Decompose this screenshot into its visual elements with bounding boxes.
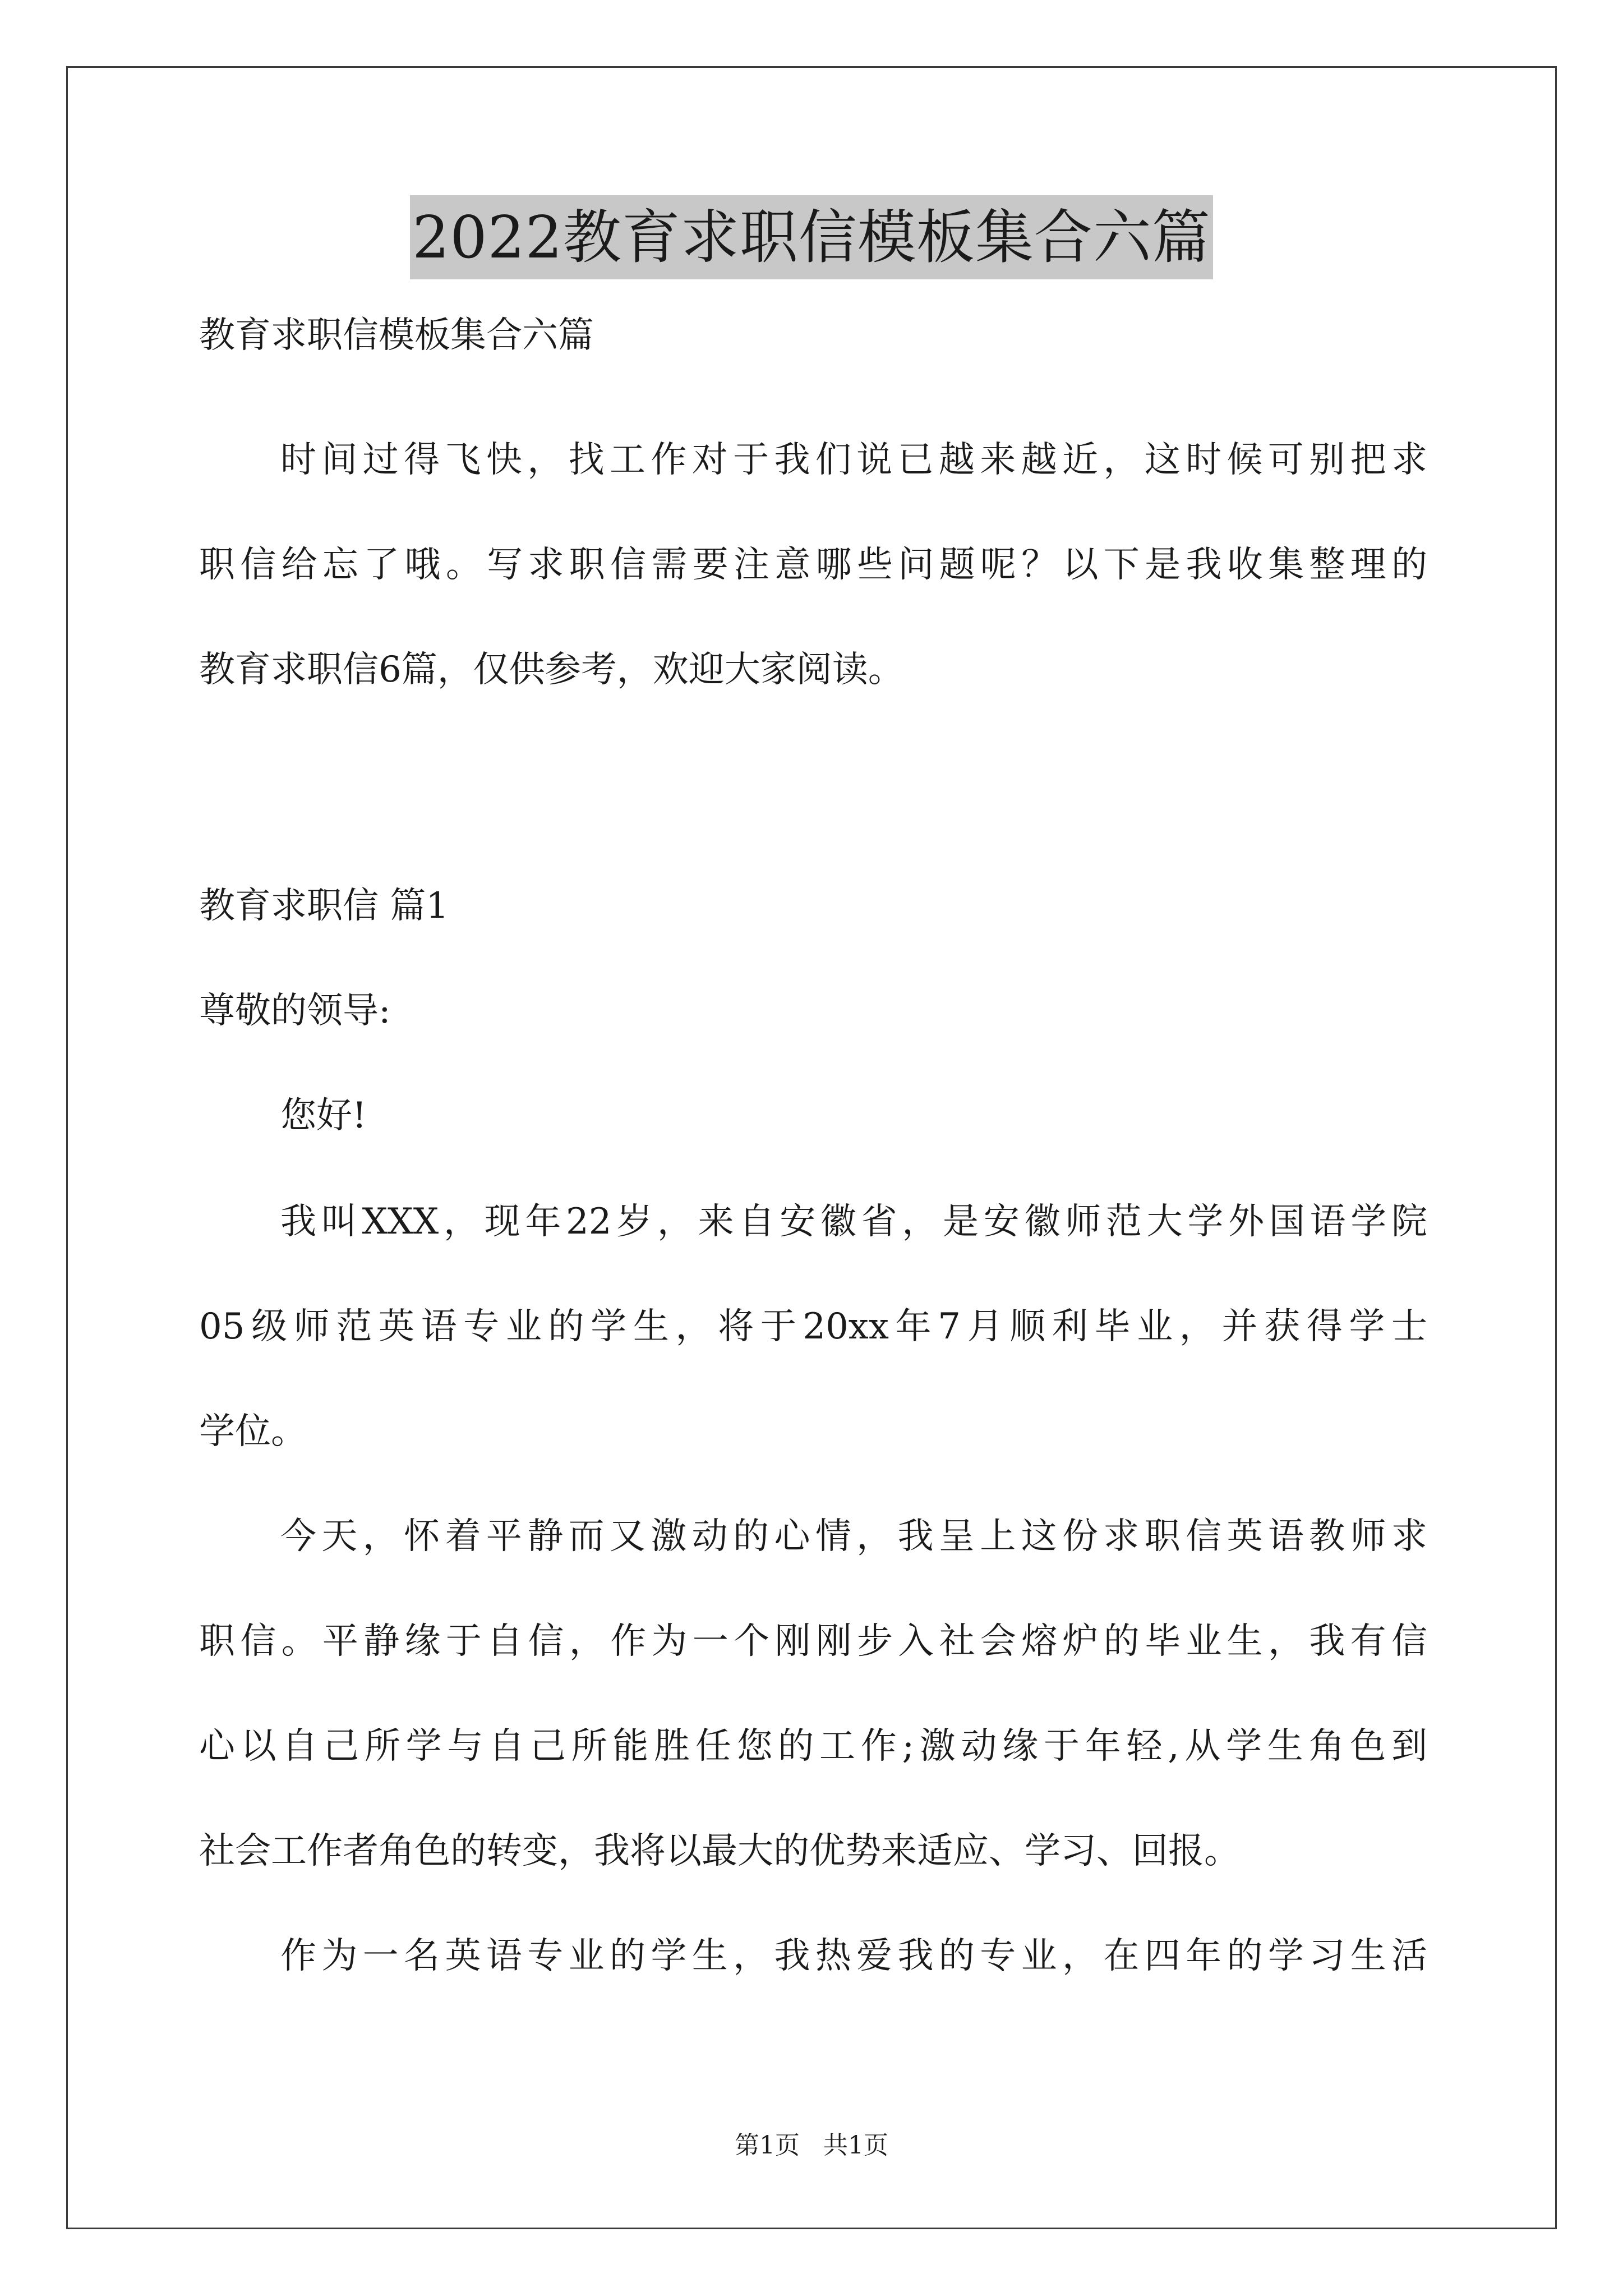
paragraph-line: 学位。 [199, 1411, 307, 1452]
paragraph-line: 今天，怀着平静而又激动的心情，我呈上这份求职信英语教师求 [280, 1516, 1427, 1557]
subtitle-line: 教育求职信模板集合六篇 [199, 315, 594, 356]
page-border [66, 66, 1557, 2229]
paragraph-line: 教育求职信6篇，仅供参考，欢迎大家阅读。 [199, 649, 904, 691]
page-number: 第1页 [735, 2131, 800, 2160]
page-footer [0, 2129, 1623, 2162]
title-container [0, 195, 1623, 279]
paragraph-line: 心以自己所学与自己所能胜任您的工作;激动缘于年轻,从学生角色到 [199, 1726, 1427, 1767]
paragraph-line: 05级师范英语专业的学生，将于20xx年7月顺利毕业，并获得学士 [199, 1306, 1427, 1347]
paragraph-line: 职信。平静缘于自信，作为一个刚刚步入社会熔炉的毕业生，我有信 [199, 1621, 1427, 1662]
paragraph-line: 时间过得飞快，找工作对于我们说已越来越近，这时候可别把求 [280, 439, 1427, 481]
paragraph-line: 作为一名英语专业的学生，我热爱我的专业，在四年的学习生活 [280, 1935, 1427, 1977]
section-heading: 教育求职信 篇1 [199, 885, 449, 927]
salutation: 尊敬的领导: [199, 990, 391, 1032]
paragraph-line: 职信给忘了哦。写求职信需要注意哪些问题呢？以下是我收集整理的 [199, 544, 1427, 586]
page-total: 共1页 [823, 2131, 888, 2160]
paragraph-line: 我叫XXX，现年22岁，来自安徽省，是安徽师范大学外国语学院 [280, 1201, 1427, 1243]
paragraph-line: 社会工作者角色的转变，我将以最大的优势来适应、学习、回报。 [199, 1830, 1240, 1872]
document-title: 2022教育求职信模板集合六篇 [410, 195, 1213, 279]
greeting: 您好! [280, 1095, 367, 1137]
